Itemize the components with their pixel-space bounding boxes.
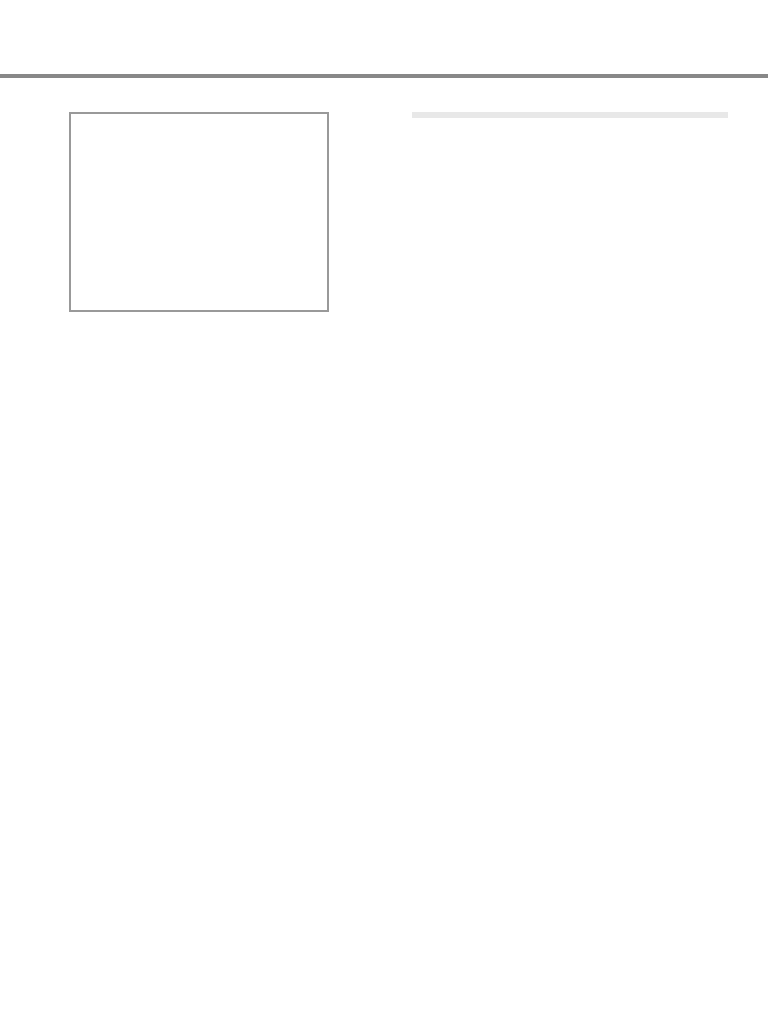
wordsearch-grid [69,112,329,312]
extension-exercise-5 [391,112,726,118]
title-divider [0,74,768,78]
left-column [46,90,376,386]
right-column [391,94,726,128]
page-footer [485,987,490,997]
teachers-checklist [412,112,728,118]
extra-exercise-2 [46,112,376,312]
